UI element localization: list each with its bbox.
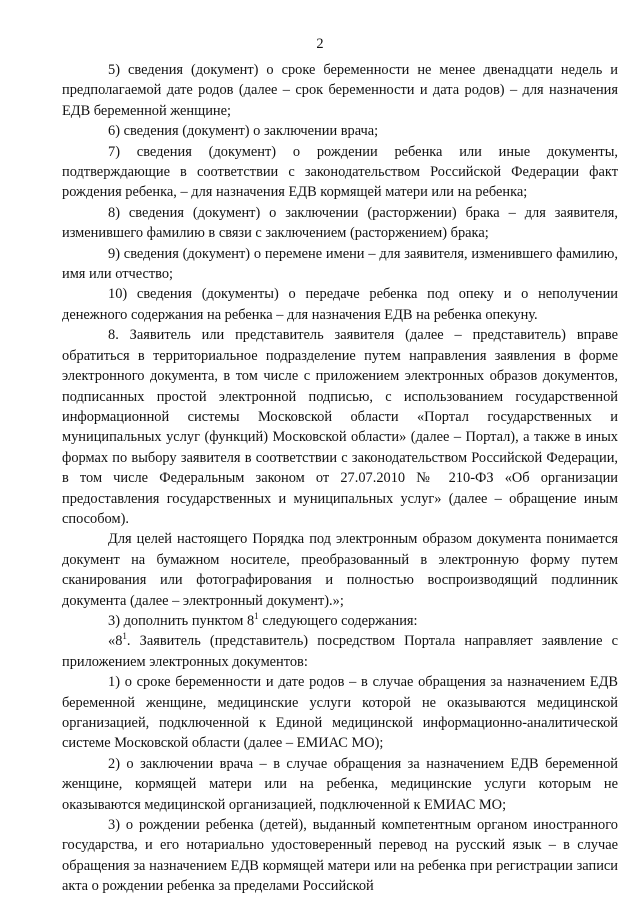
item-9-paragraph: 9) сведения (документ) о перемене имени – для заявителя, изменившего фамилию, имя или отчество; [62, 245, 618, 283]
point-3-text: 3) дополнить пунктом 8 [108, 612, 255, 629]
item-6-paragraph: 6) сведения (документ) о заключении врача; [108, 123, 379, 140]
point-8-1-superscript: 1 [122, 631, 127, 642]
item-10-paragraph: 10) сведения (документы) о передаче ребенка под опеку и о неполучении денежного содержания на ребенка – для назначения ЕДВ на ребенка опекуну. [62, 286, 618, 323]
point-3-text-end: следующего содержания: [258, 612, 418, 629]
section-8-paragraph: 8. Заявитель или представитель заявителя (далее – представитель) вправе обратиться в территориальное подразделение путем направления заявления в форме электронного документа, в том числе с приложением электронных образов документов, подписанных простой электронной подписью, с использованием государственной информационной системы Московской области «Портал государственных и муниципальных услуг (функций) Московской области» (далее – Портал), а также в иных формах по выбору заявителя в соответствии с законодательством Российской Федерации, в том числе Федеральным законом от 27.07.2010 № 210-ФЗ «Об организации предоставления государственных и муниципальных услуг» (далее – обращение иным способом). [62, 327, 618, 527]
page-number: 2 [316, 36, 324, 52]
point-3-superscript: 1 [254, 610, 259, 621]
point-3-paragraph [62, 611, 618, 631]
subitem-1-paragraph: 1) о сроке беременности и дате родов – в случае обращения за назначением ЕДВ беременной женщине, медицинские услуги которой не оказываются медицинской организацией, подключенной к Единой медицинской информационно-аналитической системе Московской области (далее – ЕМИАС МО); [62, 674, 618, 752]
item-5-paragraph: 5) сведения (документ) о сроке беременности не менее двенадцати недель и предполагаемой дате родов (далее – срок беременности и дата родов) – для назначения ЕДВ беременной женщине; [62, 62, 618, 119]
subitem-2-paragraph: 2) о заключении врача – в случае обращения за назначением ЕДВ беременной женщине, кормящей матери или на ребенка, медицинские услуги которым не оказываются медицинской организацией, подключенной к ЕМИАС МО; [62, 755, 618, 813]
point-8-1-text: . Заявитель (представитель) посредством Портала направляет заявление с приложением электронных документов: [62, 633, 618, 670]
subitem-3-paragraph: 3) о рождении ребенка (детей), выданный компетентным органом иностранного государства, и его нотариально удостоверенный перевод на русский язык – в случае обращения за назначением ЕДВ кормящей матери или на ребенка при регистрации записи акта о рождении ребенка за пределами Российской [62, 817, 618, 895]
item-7-paragraph: 7) сведения (документ) о рождении ребенка или иные документы, подтверждающие в соответствии с законодательством Российской Федерации факт рождения ребенка, – для назначения ЕДВ кормящей матери или на ребенка; [62, 143, 618, 201]
item-8-paragraph: 8) сведения (документ) о заключении (расторжении) брака – для заявителя, изменившего фамилию в связи с заключением (расторжением) брака; [62, 204, 618, 242]
point-8-1-paragraph [62, 631, 618, 672]
point-8-1-number: «8 [108, 633, 123, 650]
document-body [62, 60, 618, 897]
electronic-document-definition: Для целей настоящего Порядка под электронным образом документа понимается документ на бумажном носителе, преобразованный в электронную форму путем сканирования или фотографирования и полностью воспроизводящий подлинник документа (далее – электронный документ).»; [62, 531, 618, 609]
